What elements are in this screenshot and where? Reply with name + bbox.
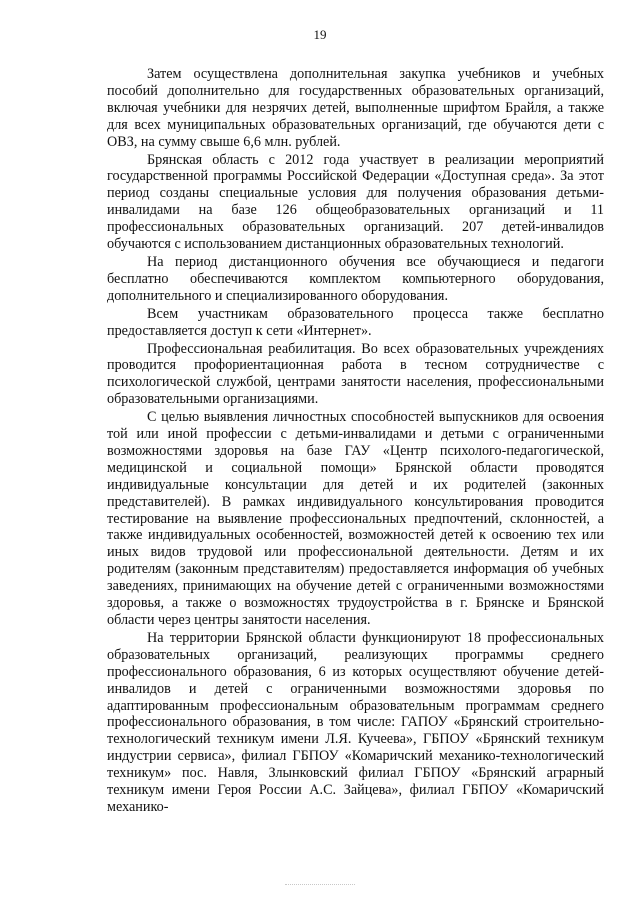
paragraph-vocational-organizations: На территории Брянской области функционируют 18 профессиональных образовательных организаций, реализующих программы среднего профессионального образования, 6 из которых осуществляют обучение детей-инвалидов и детей с ограниченными возможностями здоровья по адаптированным профессиональным образовательным программам среднего профессионального образования, в том числе: ГАПОУ «Брянский строительно-технологический техникум имени Л.Я. Кучеева», ГБПОУ «Брянский техникум индустрии сервиса», филиал ГБПОУ «Комаричский механико-технологический техникум» пос. Навля, Злынковский филиал ГБПОУ «Брянский аграрный техникум имени Героя России А.С. Зайцева», филиал ГБПОУ «Комаричский механико- [107,629,604,815]
document-body [107,66,604,816]
scan-artifact [285,884,355,889]
paragraph-accessible-environment: Брянская область с 2012 года участвует в реализации мероприятий государственной программы Российской Федерации «Доступная среда». За этот период созданы специальные условия для получения образования детьми-инвалидами на базе 126 общеобразовательных организаций и 11 профессиональных образовательных организаций. 207 детей-инвалидов обучаются с использованием дистанционных образовательных технологий. [107,151,604,253]
paragraph-professional-rehabilitation: Профессиональная реабилитация. Во всех образовательных учреждениях проводится профориентационная работа в тесном сотрудничестве с психологической службой, центрами занятости населения, профессиональными образовательными организациями. [107,340,604,408]
paragraph-distance-learning-equipment: На период дистанционного обучения все обучающиеся и педагоги бесплатно обеспечиваются комплектом компьютерного оборудования, дополнительного и специализированного оборудования. [107,253,604,304]
paragraph-career-consultations: С целью выявления личностных способностей выпускников для освоения той или иной профессии с детьми-инвалидами и детьми с ограниченными возможностями здоровья на базе ГАУ «Центр психолого-педагогической, медицинской и социальной помощи» Брянской области проводятся индивидуальные консультации для детей и их родителей (законных представителей). В рамках индивидуального консультирования проводится тестирование на выявление профессиональных предпочтений, склонностей, а также индивидуальных особенностей, возможностей детей к освоению тех или иных видов трудовой или профессиональной деятельности. Детям и их родителям (законным представителям) предоставляется информация об учебных заведениях, принимающих на обучение детей с ограниченными возможностями здоровья, а также о возможностях трудоустройства в г. Брянске и Брянской области через центры занятости населения. [107,409,604,628]
paragraph-internet-access: Всем участникам образовательного процесса также бесплатно предоставляется доступ к сети «Интернет». [107,305,604,339]
page-number: 19 [313,27,327,42]
paragraph-textbook-purchase: Затем осуществлена дополнительная закупка учебников и учебных пособий дополнительно для государственных образовательных организаций, включая учебники для незрячих детей, выполненные шрифтом Брайля, а также для всех муниципальных образовательных организаций, где обучаются дети с ОВЗ, на сумму свыше 6,6 млн. рублей. [107,66,604,150]
